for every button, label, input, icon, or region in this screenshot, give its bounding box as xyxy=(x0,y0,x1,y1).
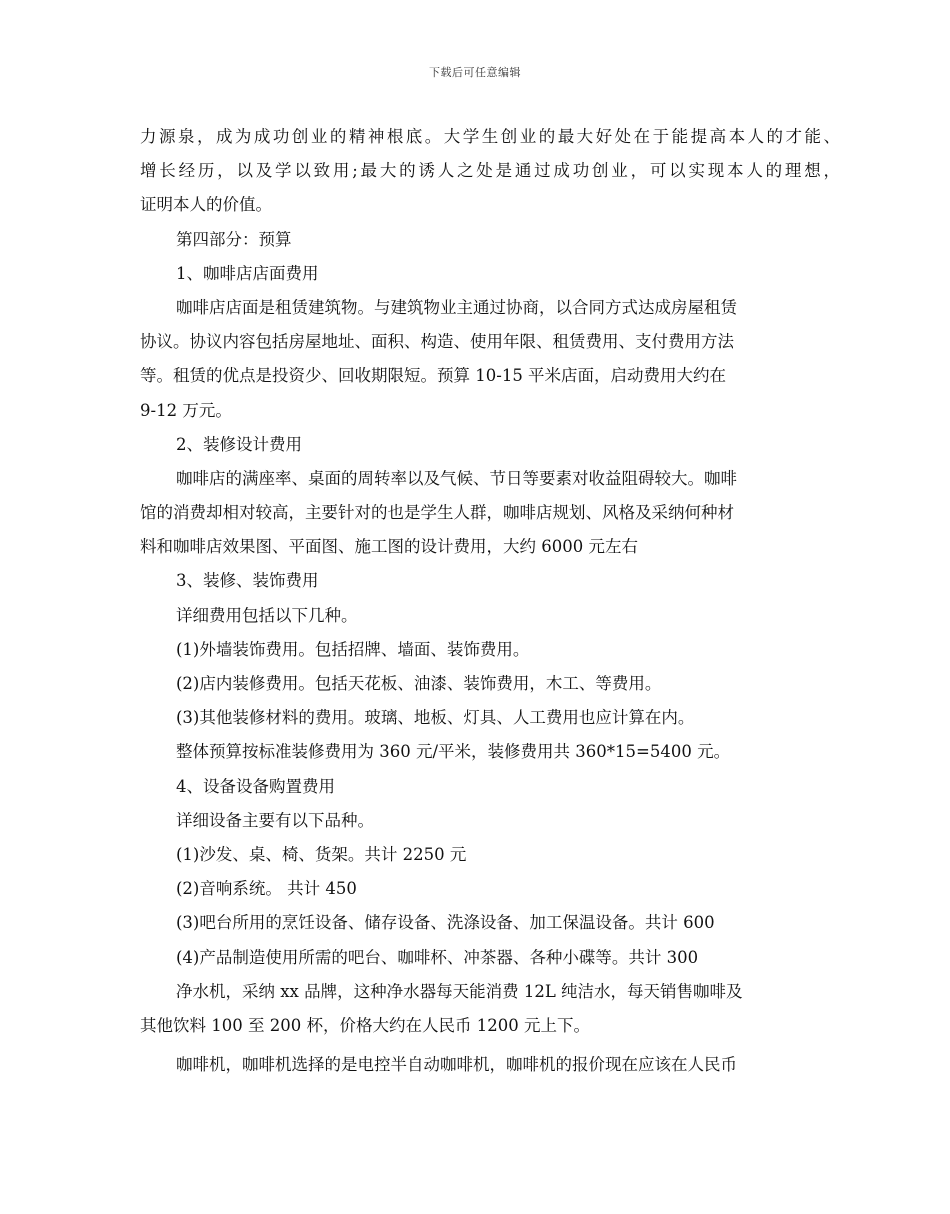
paragraph-line: 证明本人的价值。 xyxy=(140,195,272,215)
paragraph-line: 料和咖啡店效果图、平面图、施工图的设计费用，大约 6000 元左右 xyxy=(140,537,638,557)
paragraph-line: 馆的消费却相对较高，主要针对的也是学生人群，咖啡店规划、风格及采纳何种材 xyxy=(140,503,734,523)
paragraph-line: 9-12 万元。 xyxy=(140,400,232,420)
paragraph-line: 增长经历，以及学以致用;最大的诱人之处是通过成功创业，可以实现本人的理想， xyxy=(140,161,840,181)
list-item: (4)产品制造使用所需的吧台、咖啡杯、冲茶器、各种小碟等。共计 300 xyxy=(176,947,699,967)
list-item: (2)店内装修费用。包括天花板、油漆、装饰费用，木工、等费用。 xyxy=(176,674,662,693)
paragraph-line: 净水机，采纳 xx 品牌，这种净水器每天能消费 12L 纯洁水，每天销售咖啡及 xyxy=(176,981,743,1001)
list-item: (2)音响系统。 共计 450 xyxy=(176,879,357,899)
document-body xyxy=(140,120,840,1082)
paragraph-line: 力源泉，成为成功创业的精神根底。大学生创业的最大好处在于能提高本人的才能、 xyxy=(140,127,840,146)
paragraph-line: 协议。协议内容包括房屋地址、面积、构造、使用年限、租赁费用、支付费用方法 xyxy=(140,332,734,352)
subsection-heading: 4、设备设备购置费用 xyxy=(176,776,335,796)
paragraph-line: 整体预算按标准装修费用为 360 元/平米，装修费用共 360*15=5400 元。 xyxy=(176,742,731,762)
paragraph-line: 详细设备主要有以下品种。 xyxy=(176,810,374,830)
list-item: (3)吧台所用的烹饪设备、储存设备、洗涤设备、加工保温设备。共计 600 xyxy=(176,913,715,933)
list-item: (1)沙发、桌、椅、货架。共计 2250 元 xyxy=(176,844,467,864)
paragraph-line: 详细费用包括以下几种。 xyxy=(176,605,358,625)
list-item: (1)外墙装饰费用。包括招牌、墙面、装饰费用。 xyxy=(176,639,530,659)
paragraph-line: 咖啡店的满座率、桌面的周转率以及气候、节日等要素对收益阻碍较大。咖啡 xyxy=(176,468,737,488)
paragraph-line: 等。租赁的优点是投资少、回收期限短。预算 10-15 平米店面，启动费用大约在 xyxy=(140,366,727,386)
page-header: 下载后可任意编辑 xyxy=(429,66,521,79)
subsection-heading: 2、装修设计费用 xyxy=(176,434,302,454)
paragraph-line: 咖啡机，咖啡机选择的是电控半自动咖啡机，咖啡机的报价现在应该在人民币 xyxy=(176,1055,737,1075)
subsection-heading: 3、装修、装饰费用 xyxy=(176,571,319,591)
subsection-heading: 1、咖啡店店面费用 xyxy=(176,263,319,283)
paragraph-line: 其他饮料 100 至 200 杯，价格大约在人民币 1200 元上下。 xyxy=(140,1015,590,1035)
section-heading: 第四部分：预算 xyxy=(176,229,292,249)
list-item: (3)其他装修材料的费用。玻璃、地板、灯具、人工费用也应计算在内。 xyxy=(176,708,695,728)
paragraph-line: 咖啡店店面是租赁建筑物。与建筑物业主通过协商，以合同方式达成房屋租赁 xyxy=(176,297,737,317)
